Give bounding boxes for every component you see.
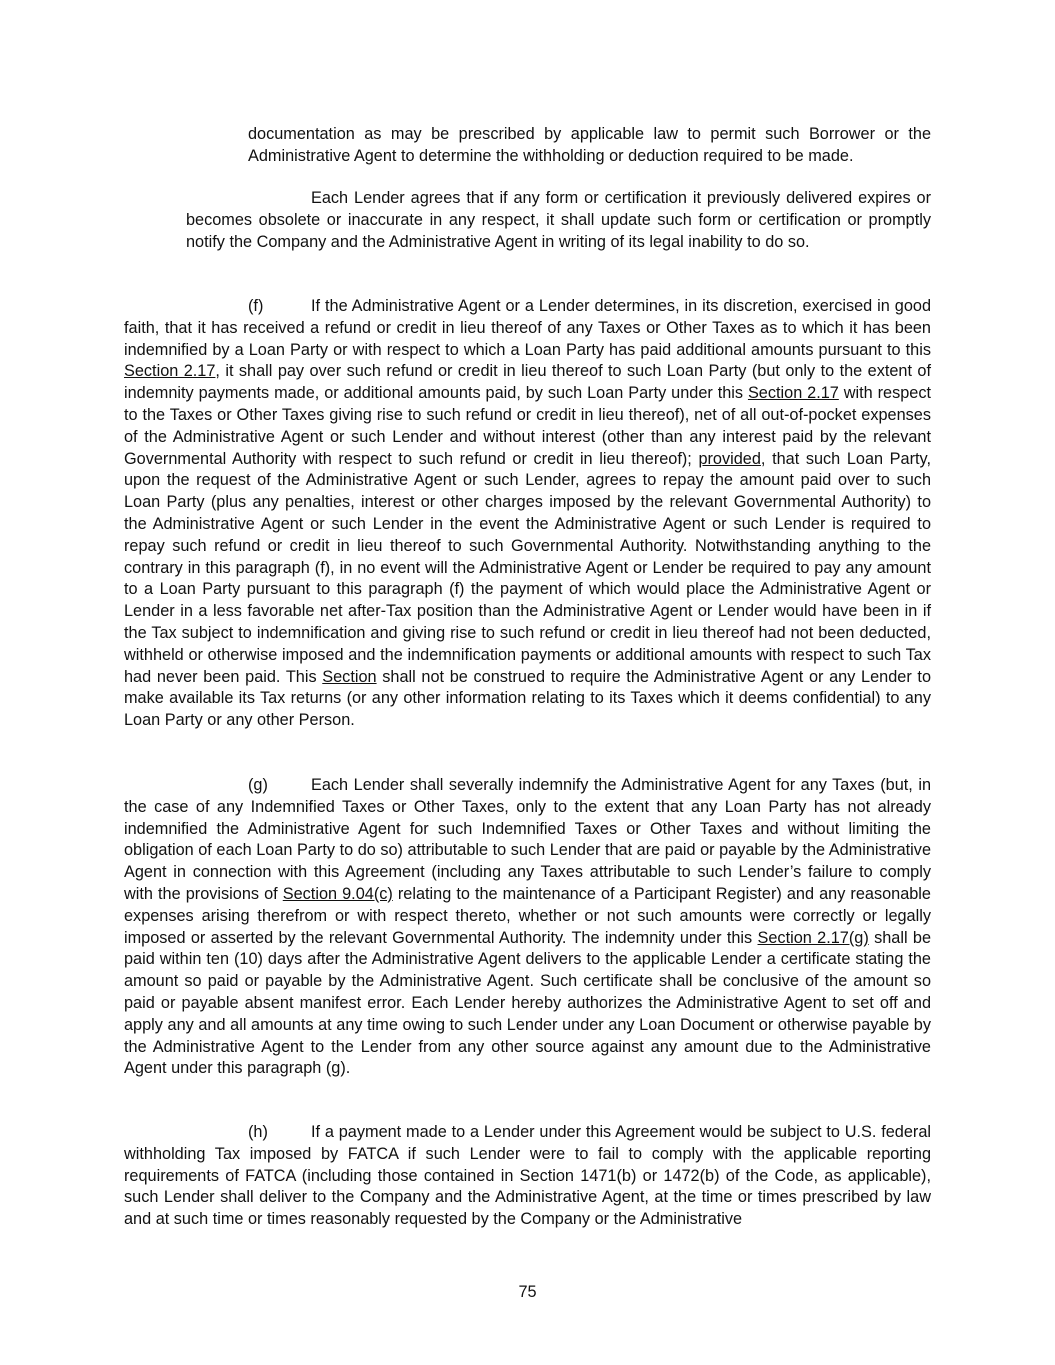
paragraph-text: If a payment made to a Lender under this Agreement would be subject to U.S. federal withholding Tax imposed by FATCA if such Lender were to fail to comply with the applicable reporting requirements of FATCA (including those contained in Section 1471(b) or 1472(b) of the Code, as applicable), such Lender shall deliver to the Company and the Administrative Agent, at the time or times prescribed by law and at such time or times reasonably requested by the Company or the Administrative xyxy=(124,1123,931,1229)
section-reference: Section 2.17(g) xyxy=(757,928,869,947)
paragraph-text: Each Lender agrees that if any form or certification it previously delivered expires or becomes obsolete or inaccurate in any respect, it shall update such form or certification or promptly notify the Company and the Administrative Agent in writing of its legal inability to do so. xyxy=(186,189,931,251)
section-reference: Section 9.04(c) xyxy=(282,884,393,903)
section-reference: Section xyxy=(322,667,377,686)
paragraph-label: (g) xyxy=(248,776,268,794)
section-reference: Section 2.17 xyxy=(124,362,216,381)
paragraph-text: If the Administrative Agent or a Lender determines, in its discretion, exercised in good faith, that it has received a refund or credit in lieu thereof of any Taxes or Other Taxes as to which it has been indemnified by a Loan Party or with respect to which a Loan Party has paid additional amounts pursuant to this xyxy=(124,297,931,359)
paragraph-text: with respect to the Taxes or Other Taxes giving rise to such refund or credit in lieu thereof), net of all out-of-pocket expenses of the Administrative Agent or such Lender and without interest (other than any interest paid by the relevant Governmental Authority with respect to such refund or credit in lieu thereof); xyxy=(124,384,931,468)
paragraph-text: , it shall pay over such refund or credit in lieu thereof to such Loan Party (but only to the extent of indemnity payments made, or additional amounts paid, by such Loan Party under this xyxy=(124,362,931,403)
paragraph-text: relating to the maintenance of a Participant Register) and any reasonable expenses arising therefrom or with respect thereto, whether or not such amounts were correctly or legally imposed or asserted by the relevant Governmental Authority. The indemnity under this xyxy=(124,884,931,947)
paragraph-text: , that such Loan Party, upon the request of the Administrative Agent or such Lender, agrees to repay the amount paid over to such Loan Party (plus any penalties, interest or other charges imposed by the relevant Governmental Authority) to the Administrative Agent or such Lender in the event the Administrative Agent or such Lender is required to repay such refund or credit in lieu thereof to such Governmental Authority. Notwithstanding anything to the contrary in this paragraph (f), in no event will the Administrative Agent or Lender be required to pay any amount to a Loan Party pursuant to this paragraph (f) the payment of which would place the Administrative Agent or Lender in a less favorable net after-Tax position than the Administrative Agent or Lender would have been in if the Tax subject to indemnification and giving rise to such refund or credit in lieu thereof had not been deducted, withheld or otherwise imposed and the indemnification payments or additional amounts with respect to such Tax had never been paid. This xyxy=(124,449,931,686)
paragraph-text: shall not be construed to require the Administrative Agent or any Lender to make available its Tax returns (or any other information relating to its Taxes which it deems confidential) to any Loan Party or any other Person. xyxy=(124,667,931,730)
paragraph-h xyxy=(124,1122,931,1231)
provided-term: provided xyxy=(698,449,761,468)
paragraph-f xyxy=(124,296,931,732)
page-number: 75 xyxy=(518,1283,537,1301)
paragraph-lender-agrees xyxy=(186,188,931,253)
paragraph-label: (h) xyxy=(248,1123,268,1141)
paragraph-label: (f) xyxy=(248,297,264,315)
paragraph-text: Each Lender shall severally indemnify the Administrative Agent for any Taxes (but, in the case of any Indemnified Taxes or Other Taxes, only to the extent that any Loan Party has not already indemnified the Administrative Agent for such Indemnified Taxes or Other Taxes and without limiting the obligation of each Loan Party to do so) attributable to such Lender that are paid or payable by the Administrative Agent in connection with this Agreement (including any Taxes attributable to such Lender’s failure to comply with the provisions of xyxy=(124,776,931,903)
paragraph-g xyxy=(124,775,931,1080)
paragraph-continuation xyxy=(248,124,931,168)
section-reference: Section 2.17 xyxy=(747,384,839,403)
paragraph-text: shall be paid within ten (10) days after the Administrative Agent delivers to the applicable Lender a certificate stating the amount so paid or payable by the Administrative Agent. Such certificate shall be conclusive of the amount so paid or payable absent manifest error. Each Lender hereby authorizes the Administrative Agent to set off and apply any and all amounts at any time owing to such Lender under any Loan Document or otherwise payable by the Administrative Agent to the Lender from any other source against any amount due to the Administrative Agent under this paragraph (g). xyxy=(124,928,932,1078)
paragraph-text: documentation as may be prescribed by applicable law to permit such Borrower or the Administrative Agent to determine the withholding or deduction required to be made. xyxy=(248,125,931,165)
